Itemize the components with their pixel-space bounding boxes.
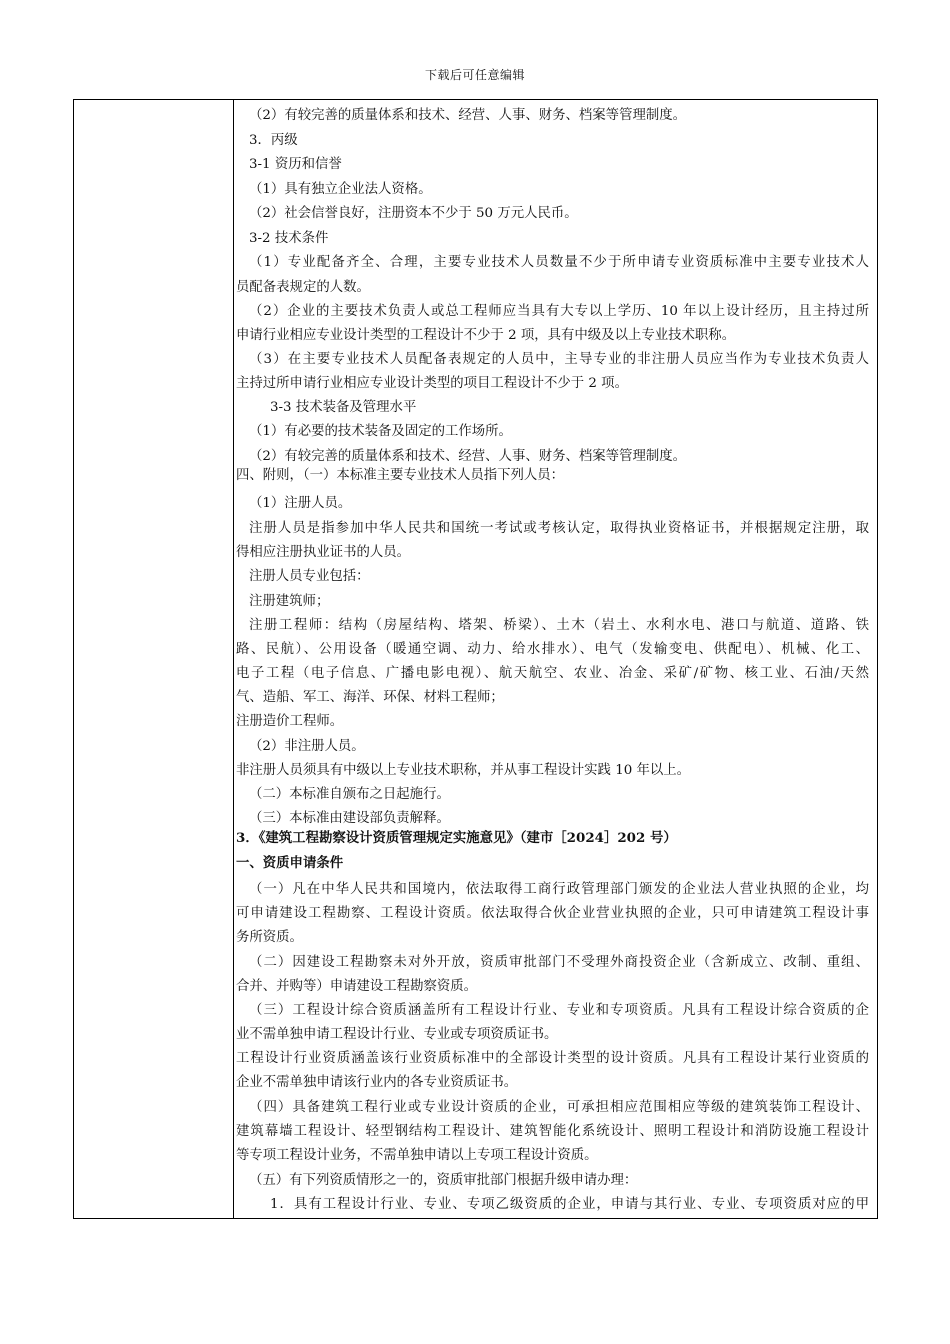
text-line: 3．丙级	[249, 133, 298, 148]
text-line: 注册人员是指参加中华人民共和国统一考试或考核认定，取得执业资格证书，并根据规定注册，取	[249, 521, 869, 536]
text-line: 注册造价工程师。	[236, 714, 344, 729]
text-line: （二）本标准自颁布之日起施行。	[249, 787, 450, 802]
section-heading: 一、资质申请条件	[236, 855, 344, 871]
text-line: （1）注册人员。	[249, 496, 352, 511]
text-line: （三）本标准由建设部负责解释。	[249, 811, 450, 826]
text-line: 气、造船、军工、海洋、环保、材料工程师；	[236, 690, 504, 705]
text-line: 注册建筑师；	[249, 594, 330, 609]
text-line: （五）有下列资质情形之一的，资质审批部门根据升级申请办理：	[249, 1173, 638, 1188]
text-line: （三）工程设计综合资质涵盖所有工程设计行业、专业和专项资质。凡具有工程设计综合资质的企	[249, 1003, 869, 1018]
text-line: （2）社会信誉良好，注册资本不少于 50 万元人民币。	[249, 206, 578, 221]
text-line: 注册人员专业包括：	[249, 569, 370, 584]
content-cell	[234, 100, 877, 1218]
text-line: 务所资质。	[236, 930, 303, 945]
text-line: 建筑幕墙工程设计、轻型钢结构工程设计、建筑智能化系统设计、照明工程设计和消防设施工程设计	[236, 1124, 869, 1139]
text-line: 3-3 技术装备及管理水平	[270, 400, 417, 415]
text-line: （2）企业的主要技术负责人或总工程师应当具有大专以上学历、10 年以上设计经历，且主持过所	[249, 304, 869, 319]
text-line: 主持过所申请行业相应专业设计类型的项目工程设计不少于 2 项。	[236, 376, 628, 391]
text-line: （2）非注册人员。	[249, 739, 365, 754]
text-line: （2）有较完善的质量体系和技术、经营、人事、财务、档案等管理制度。	[249, 449, 687, 464]
text-line: 3-2 技术条件	[249, 231, 329, 246]
page-header: 下载后可任意编辑	[424, 68, 525, 82]
text-line: 四、附则，（一）本标准主要专业技术人员指下列人员：	[236, 468, 565, 483]
content-table	[73, 99, 878, 1219]
text-line: （一）凡在中华人民共和国境内，依法取得工商行政管理部门颁发的企业法人营业执照的企业，均	[249, 882, 869, 897]
text-line: 非注册人员须具有中级以上专业技术职称，并从事工程设计实践 10 年以上。	[236, 763, 691, 778]
text-line: 电子工程（电子信息、广播电影电视）、航天航空、农业、冶金、采矿/矿物、核工业、石油/天然	[236, 666, 869, 681]
text-line: 1．具有工程设计行业、专业、专项乙级资质的企业，申请与其行业、专业、专项资质对应的甲	[270, 1197, 869, 1212]
text-line: 路、民航）、公用设备（暖通空调、动力、给水排水）、电气（发输变电、供配电）、机械、化工、	[236, 642, 869, 657]
text-line: 等专项工程设计业务，不需单独申请以上专项工程设计资质。	[236, 1148, 598, 1163]
text-line: 业不需单独申请工程设计行业、专业或专项资质证书。	[236, 1027, 558, 1042]
text-line: （四）具备建筑工程行业或专业设计资质的企业，可承担相应范围相应等级的建筑装饰工程设计、	[249, 1100, 869, 1115]
text-line: 申请行业相应专业设计类型的工程设计不少于 2 项，具有中级及以上专业技术职称。	[236, 328, 736, 343]
text-line: 工程设计行业资质涵盖该行业资质标准中的全部设计类型的设计资质。凡具有工程设计某行业资质的	[236, 1051, 869, 1066]
text-line: （3）在主要专业技术人员配备表规定的人员中，主导专业的非注册人员应当作为专业技术负责人	[249, 352, 869, 367]
text-line: （1）具有独立企业法人资格。	[249, 182, 432, 197]
text-line: 员配备表规定的人数。	[236, 280, 370, 295]
text-line: （2）有较完善的质量体系和技术、经营、人事、财务、档案等管理制度。	[249, 108, 687, 123]
text-line: 企业不需单独申请该行业内的各专业资质证书。	[236, 1075, 518, 1090]
text-line: 合并、并购等）申请建设工程勘察资质。	[236, 979, 478, 994]
text-line: （1）专业配备齐全、合理，主要专业技术人员数量不少于所申请专业资质标准中主要专业技术人	[249, 255, 869, 270]
section-heading: 3．《建筑工程勘察设计资质管理规定实施意见》（建市［2024］202 号）	[236, 830, 677, 846]
text-line: 注册工程师：结构（房屋结构、塔架、桥梁）、土木（岩土、水利水电、港口与航道、道路、铁	[249, 618, 869, 633]
text-line: 可申请建设工程勘察、工程设计资质。依法取得合伙企业营业执照的企业，只可申请建筑工程设计事	[236, 906, 869, 921]
text-line: 3-1 资历和信誉	[249, 157, 342, 172]
text-line: 得相应注册执业证书的人员。	[236, 545, 411, 560]
text-line: （二）因建设工程勘察未对外开放，资质审批部门不受理外商投资企业（含新成立、改制、重组、	[249, 955, 869, 970]
text-line: （1）有必要的技术装备及固定的工作场所。	[249, 424, 512, 439]
